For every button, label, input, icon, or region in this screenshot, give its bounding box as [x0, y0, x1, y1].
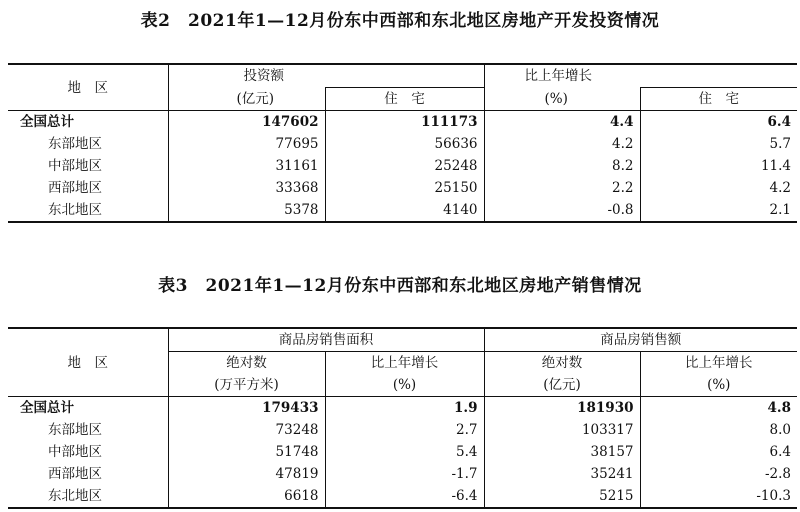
housing-cell: 4140 — [325, 199, 484, 222]
investment-cell: 5378 — [168, 199, 325, 222]
growth-housing-cell: 5.7 — [640, 133, 797, 155]
region-header: 地 区 — [8, 64, 168, 111]
investment-cell: 33368 — [168, 177, 325, 199]
sales-abs-unit: (亿元) — [484, 374, 640, 397]
area-growth-cell: 1.9 — [325, 397, 484, 420]
growth-label: 比上年增长 — [524, 68, 592, 84]
investment-cell: 147602 — [168, 111, 325, 134]
region-cell: 东北地区 — [8, 485, 168, 508]
sales-cell: 38157 — [484, 441, 640, 463]
area-abs-header: 绝对数 — [168, 352, 325, 375]
table-row — [8, 199, 797, 222]
sales-growth-cell: 4.8 — [640, 397, 797, 420]
growth-housing-cell: 11.4 — [640, 155, 797, 177]
sales-cell: 35241 — [484, 463, 640, 485]
table-row — [8, 463, 797, 485]
area-cell: 73248 — [168, 419, 325, 441]
growth-header — [484, 64, 797, 88]
sales-cell: 103317 — [484, 419, 640, 441]
sales-group-header: 商品房销售额 — [484, 328, 797, 352]
sales-abs-header: 绝对数 — [484, 352, 640, 375]
growth-cell: 8.2 — [484, 155, 640, 177]
table3-title: 表3 2021年1—12月份东中西部和东北地区房地产销售情况 — [158, 276, 642, 296]
sales-growth-cell: 6.4 — [640, 441, 797, 463]
table-row — [8, 441, 797, 463]
area-cell: 6618 — [168, 485, 325, 508]
region-header: 地 区 — [8, 328, 168, 397]
growth-housing-cell: 2.1 — [640, 199, 797, 222]
area-growth-cell: 2.7 — [325, 419, 484, 441]
region-cell: 西部地区 — [48, 466, 102, 482]
investment-unit: (亿元) — [168, 88, 325, 111]
area-abs-unit: (万平方米) — [168, 374, 325, 397]
table-row — [8, 419, 797, 441]
investment-cell: 31161 — [168, 155, 325, 177]
growth-housing-cell: 6.4 — [640, 111, 797, 134]
growth-cell: 2.2 — [484, 177, 640, 199]
housing-cell: 111173 — [325, 111, 484, 134]
region-cell: 东部地区 — [48, 136, 102, 152]
area-cell: 47819 — [168, 463, 325, 485]
growth-cell: 4.2 — [484, 133, 640, 155]
table-row — [8, 177, 797, 199]
growth-cell: -0.8 — [484, 199, 640, 222]
investment-cell: 77695 — [168, 133, 325, 155]
growth-housing-header: 住 宅 — [640, 88, 797, 111]
growth-unit: (%) — [484, 88, 640, 111]
region-cell: 西部地区 — [48, 180, 102, 196]
sales-growth-header: 比上年增长 — [640, 352, 797, 375]
investment-table — [8, 63, 797, 223]
growth-housing-cell: 4.2 — [640, 177, 797, 199]
area-growth-cell: -1.7 — [325, 463, 484, 485]
investment-label: 投资额 — [243, 68, 284, 84]
region-cell: 中部地区 — [48, 158, 102, 174]
sales-growth-unit: (%) — [640, 374, 797, 397]
sales-growth-cell: -10.3 — [640, 485, 797, 508]
table2-title: 表2 2021年1—12月份东中西部和东北地区房地产开发投资情况 — [140, 11, 660, 31]
investment-header — [168, 64, 484, 88]
housing-cell: 25248 — [325, 155, 484, 177]
area-growth-cell: -6.4 — [325, 485, 484, 508]
area-group-header: 商品房销售面积 — [168, 328, 484, 352]
growth-cell: 4.4 — [484, 111, 640, 134]
sales-cell: 5215 — [484, 485, 640, 508]
housing-cell: 56636 — [325, 133, 484, 155]
region-cell: 全国总计 — [20, 400, 74, 416]
region-cell: 东部地区 — [48, 422, 102, 438]
housing-header: 住 宅 — [325, 88, 484, 111]
area-growth-unit: (%) — [325, 374, 484, 397]
region-cell: 东北地区 — [8, 199, 168, 222]
table-row — [8, 485, 797, 508]
table-row — [8, 133, 797, 155]
table-row — [8, 111, 797, 134]
area-cell: 179433 — [168, 397, 325, 420]
sales-growth-cell: -2.8 — [640, 463, 797, 485]
area-growth-header: 比上年增长 — [325, 352, 484, 375]
sales-cell: 181930 — [484, 397, 640, 420]
table-row — [8, 397, 797, 420]
sales-table — [8, 327, 797, 509]
region-cell: 全国总计 — [20, 114, 74, 130]
area-growth-cell: 5.4 — [325, 441, 484, 463]
region-cell: 中部地区 — [48, 444, 102, 460]
area-cell: 51748 — [168, 441, 325, 463]
sales-growth-cell: 8.0 — [640, 419, 797, 441]
housing-cell: 25150 — [325, 177, 484, 199]
table-row — [8, 155, 797, 177]
